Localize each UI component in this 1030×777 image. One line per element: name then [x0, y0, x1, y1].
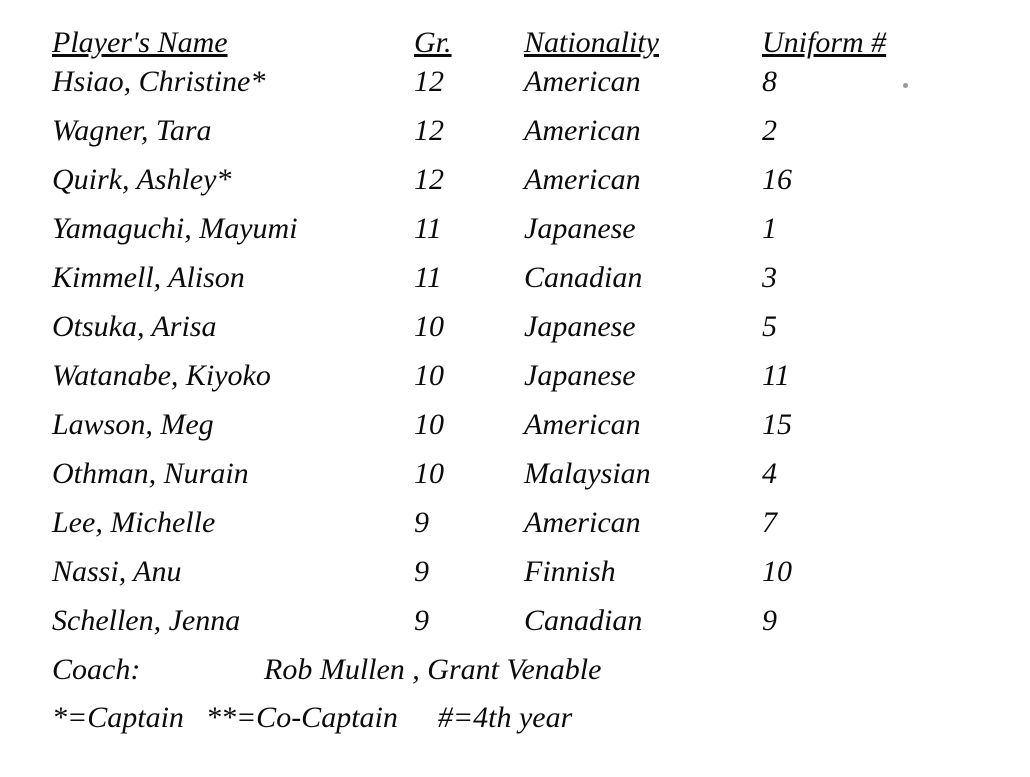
- cell-player-name: Lee, Michelle: [52, 506, 216, 539]
- column-header-uniform: Uniform #: [762, 26, 887, 59]
- cell-grade: 9: [414, 555, 429, 588]
- table-row: [52, 214, 962, 263]
- table-row: [52, 361, 962, 410]
- cell-nationality: Malaysian: [524, 457, 651, 490]
- cell-uniform-number: 1: [762, 212, 777, 245]
- cell-grade: 10: [414, 359, 444, 392]
- cell-uniform-number: 8: [762, 65, 777, 98]
- table-row: [52, 312, 962, 361]
- table-row: [52, 67, 962, 116]
- cell-uniform-number: 15: [762, 408, 792, 441]
- scan-speck: [903, 83, 908, 88]
- roster-table-body: [52, 67, 962, 655]
- cell-uniform-number: 16: [762, 163, 792, 196]
- table-row: [52, 165, 962, 214]
- cell-grade: 10: [414, 457, 444, 490]
- coach-label: Coach:: [52, 653, 141, 686]
- cell-grade: 12: [414, 114, 444, 147]
- table-header-row: [52, 28, 962, 67]
- cell-player-name: Lawson, Meg: [52, 408, 214, 441]
- cell-player-name: Nassi, Anu: [52, 555, 182, 588]
- cell-uniform-number: 5: [762, 310, 777, 343]
- cell-player-name: Wagner, Tara: [52, 114, 212, 147]
- table-row: [52, 459, 962, 508]
- legend-co-captain: **=Co-Captain: [205, 701, 398, 734]
- cell-uniform-number: 4: [762, 457, 777, 490]
- cell-grade: 12: [414, 65, 444, 98]
- cell-player-name: Yamaguchi, Mayumi: [52, 212, 298, 245]
- legend-fourth-year: #=4th year: [437, 701, 573, 734]
- cell-nationality: American: [524, 114, 641, 147]
- cell-nationality: Canadian: [524, 604, 643, 637]
- cell-nationality: Japanese: [524, 359, 636, 392]
- table-row: [52, 606, 962, 655]
- cell-nationality: Canadian: [524, 261, 643, 294]
- cell-player-name: Schellen, Jenna: [52, 604, 241, 637]
- cell-player-name: Hsiao, Christine*: [52, 65, 266, 98]
- legend-captain: *=Captain: [52, 701, 184, 734]
- cell-nationality: American: [524, 408, 641, 441]
- cell-grade: 10: [414, 310, 444, 343]
- cell-nationality: American: [524, 65, 641, 98]
- table-row: [52, 263, 962, 312]
- cell-player-name: Quirk, Ashley*: [52, 163, 232, 196]
- cell-grade: 12: [414, 163, 444, 196]
- cell-uniform-number: 11: [762, 359, 790, 392]
- table-row: [52, 557, 962, 606]
- table-row: [52, 410, 962, 459]
- legend-row: [52, 703, 990, 747]
- cell-grade: 9: [414, 604, 429, 637]
- cell-uniform-number: 3: [762, 261, 777, 294]
- table-row: [52, 508, 962, 557]
- cell-player-name: Kimmell, Alison: [52, 261, 245, 294]
- cell-nationality: American: [524, 506, 641, 539]
- roster-footer: [52, 655, 990, 747]
- column-header-name: Player's Name: [52, 26, 228, 59]
- column-header-nationality: Nationality: [524, 26, 659, 59]
- cell-uniform-number: 7: [762, 506, 777, 539]
- cell-nationality: Japanese: [524, 310, 636, 343]
- cell-nationality: Finnish: [524, 555, 616, 588]
- coach-row: [52, 655, 990, 703]
- coach-names: Rob Mullen , Grant Venable: [264, 653, 602, 686]
- cell-nationality: Japanese: [524, 212, 636, 245]
- cell-uniform-number: 10: [762, 555, 792, 588]
- cell-grade: 10: [414, 408, 444, 441]
- table-row: [52, 116, 962, 165]
- cell-player-name: Watanabe, Kiyoko: [52, 359, 271, 392]
- cell-nationality: American: [524, 163, 641, 196]
- cell-grade: 9: [414, 506, 429, 539]
- cell-grade: 11: [414, 261, 442, 294]
- column-header-grade: Gr.: [414, 26, 452, 59]
- cell-uniform-number: 9: [762, 604, 777, 637]
- cell-player-name: Otsuka, Arisa: [52, 310, 217, 343]
- cell-uniform-number: 2: [762, 114, 777, 147]
- cell-grade: 11: [414, 212, 442, 245]
- roster-table: [52, 28, 962, 655]
- cell-player-name: Othman, Nurain: [52, 457, 249, 490]
